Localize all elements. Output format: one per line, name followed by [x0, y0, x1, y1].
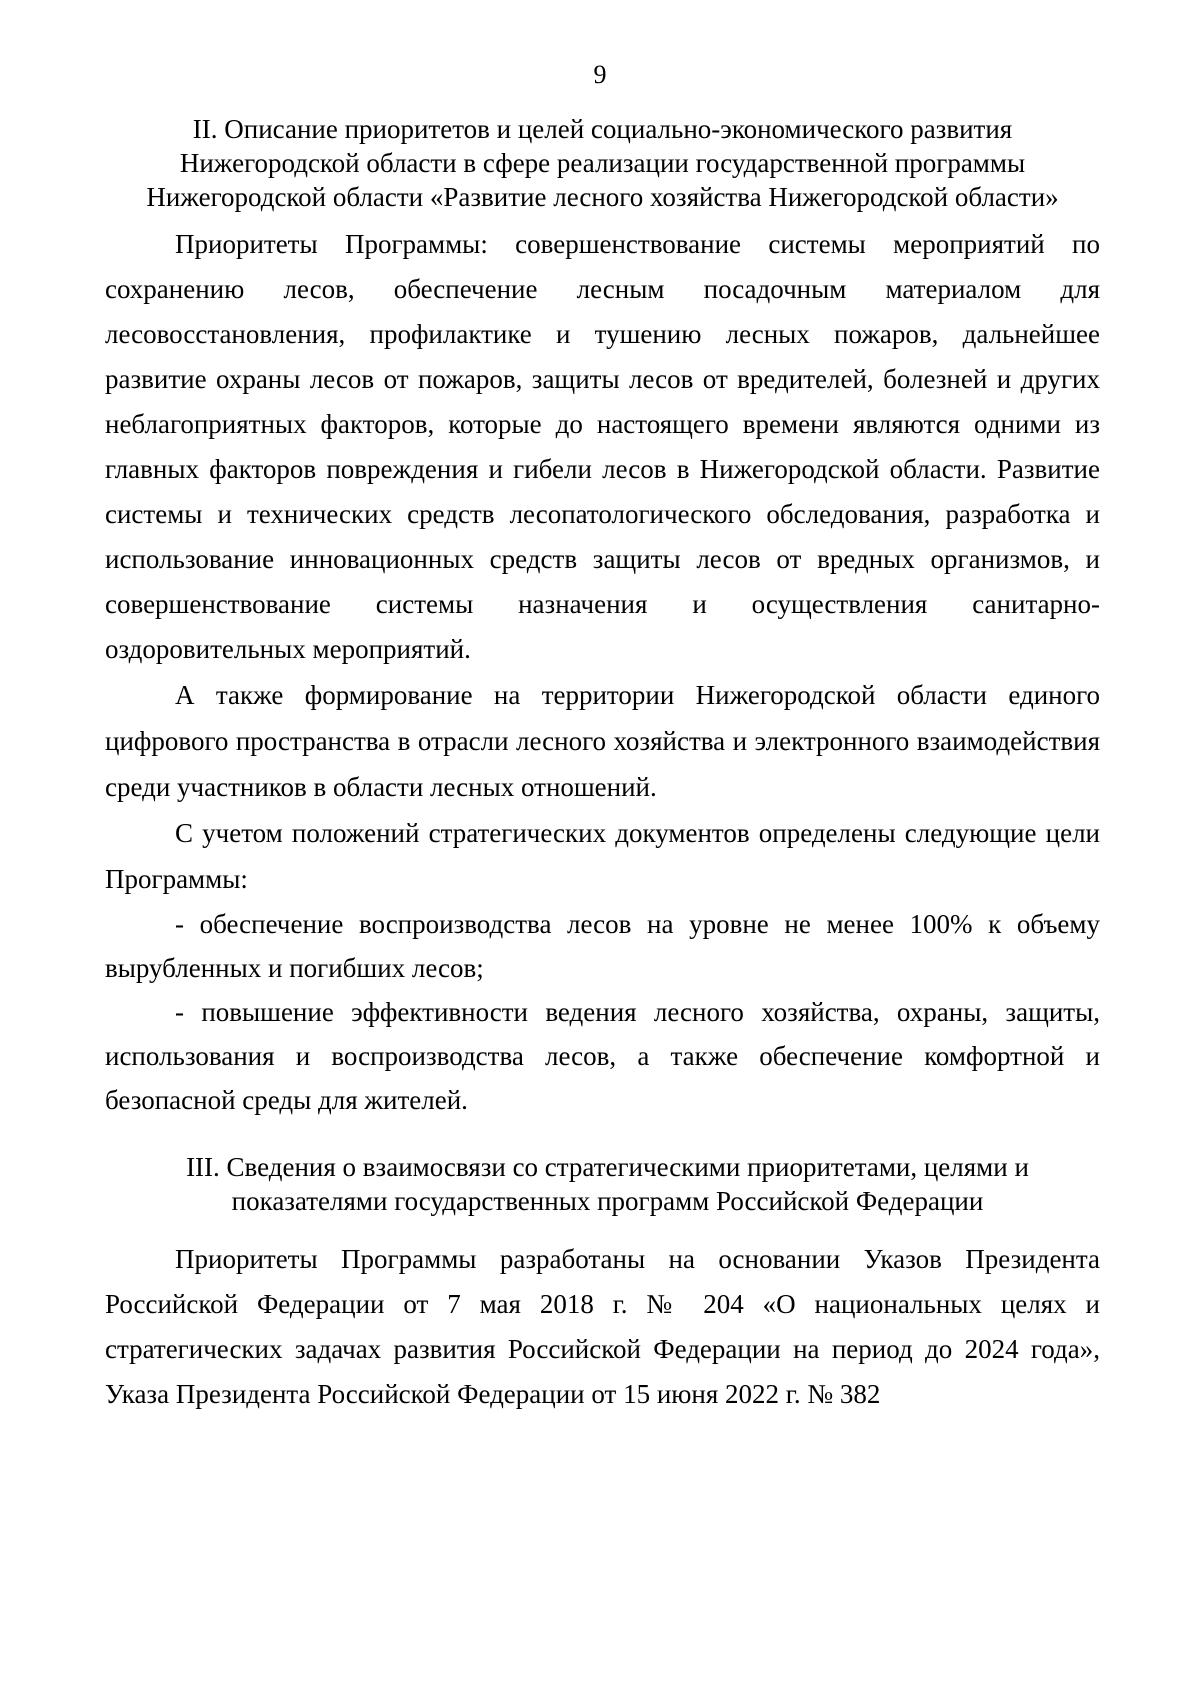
goal-list-item: - обеспечение воспроизводства лесов на уровне не менее 100% к объему вырубленных и погибших лесов;: [105, 909, 1100, 983]
section-3-body: [105, 1237, 1100, 1417]
section-3-heading-line: показателями государственных программ Российской Федерации: [231, 1186, 984, 1216]
section-3-heading: [110, 1150, 1105, 1218]
section-2-heading-line: Нижегородской области в сфере реализации государственной программы: [179, 148, 1026, 178]
goal-list-item: - повышение эффективности ведения лесного хозяйства, охраны, защиты, использования и воспроизводства лесов, а также обеспечение комфортной и безопасной среды для жителей.: [105, 997, 1100, 1115]
paragraph-priorities: Приоритеты Программы: совершенствование системы мероприятий по сохранению лесов, обеспечение лесным посадочным материалом для лесовосстановления, профилактике и тушению лесных пожаров, дальнейшее развитие охраны лесов от пожаров, защиты лесов от вредителей, болезней и других неблагоприятных факторов, которые до настоящего времени являются одними из главных факторов повреждения и гибели лесов в Нижегородской области. Развитие системы и технических средств лесопатологического обследования, разработка и использование инновационных средств защиты лесов от вредных организмов, и совершенствование системы назначения и осуществления санитарно-оздоровительных мероприятий.: [105, 229, 1100, 664]
section-3-heading-line: III. Сведения о взаимосвязи со стратегическими приоритетами, целями и: [186, 1152, 1029, 1182]
paragraph-digital-space: А также формирование на территории Нижегородской области единого цифрового пространства в отрасли лесного хозяйства и электронного взаимодействия среди участников в области лесных отношений.: [105, 680, 1100, 802]
section-2-heading-line: Нижегородской области «Развитие лесного хозяйства Нижегородской области»: [146, 182, 1059, 212]
section-2-heading: [105, 112, 1100, 214]
paragraph-decrees: Приоритеты Программы разработаны на основании Указов Президента Российской Федерации от 7 мая 2018 г. № 204 «О национальных целях и стратегических задачах развития Российской Федерации на период до 2024 года», Указа Президента Российской Федерации от 15 июня 2022 г. № 382: [105, 1244, 1100, 1409]
section-2-body: [105, 222, 1100, 1122]
section-2-heading-line: II. Описание приоритетов и целей социально-экономического развития: [192, 114, 1013, 144]
page-number: 9: [593, 60, 607, 89]
paragraph-goals-intro: С учетом положений стратегических документов определены следующие цели Программы:: [105, 818, 1100, 894]
